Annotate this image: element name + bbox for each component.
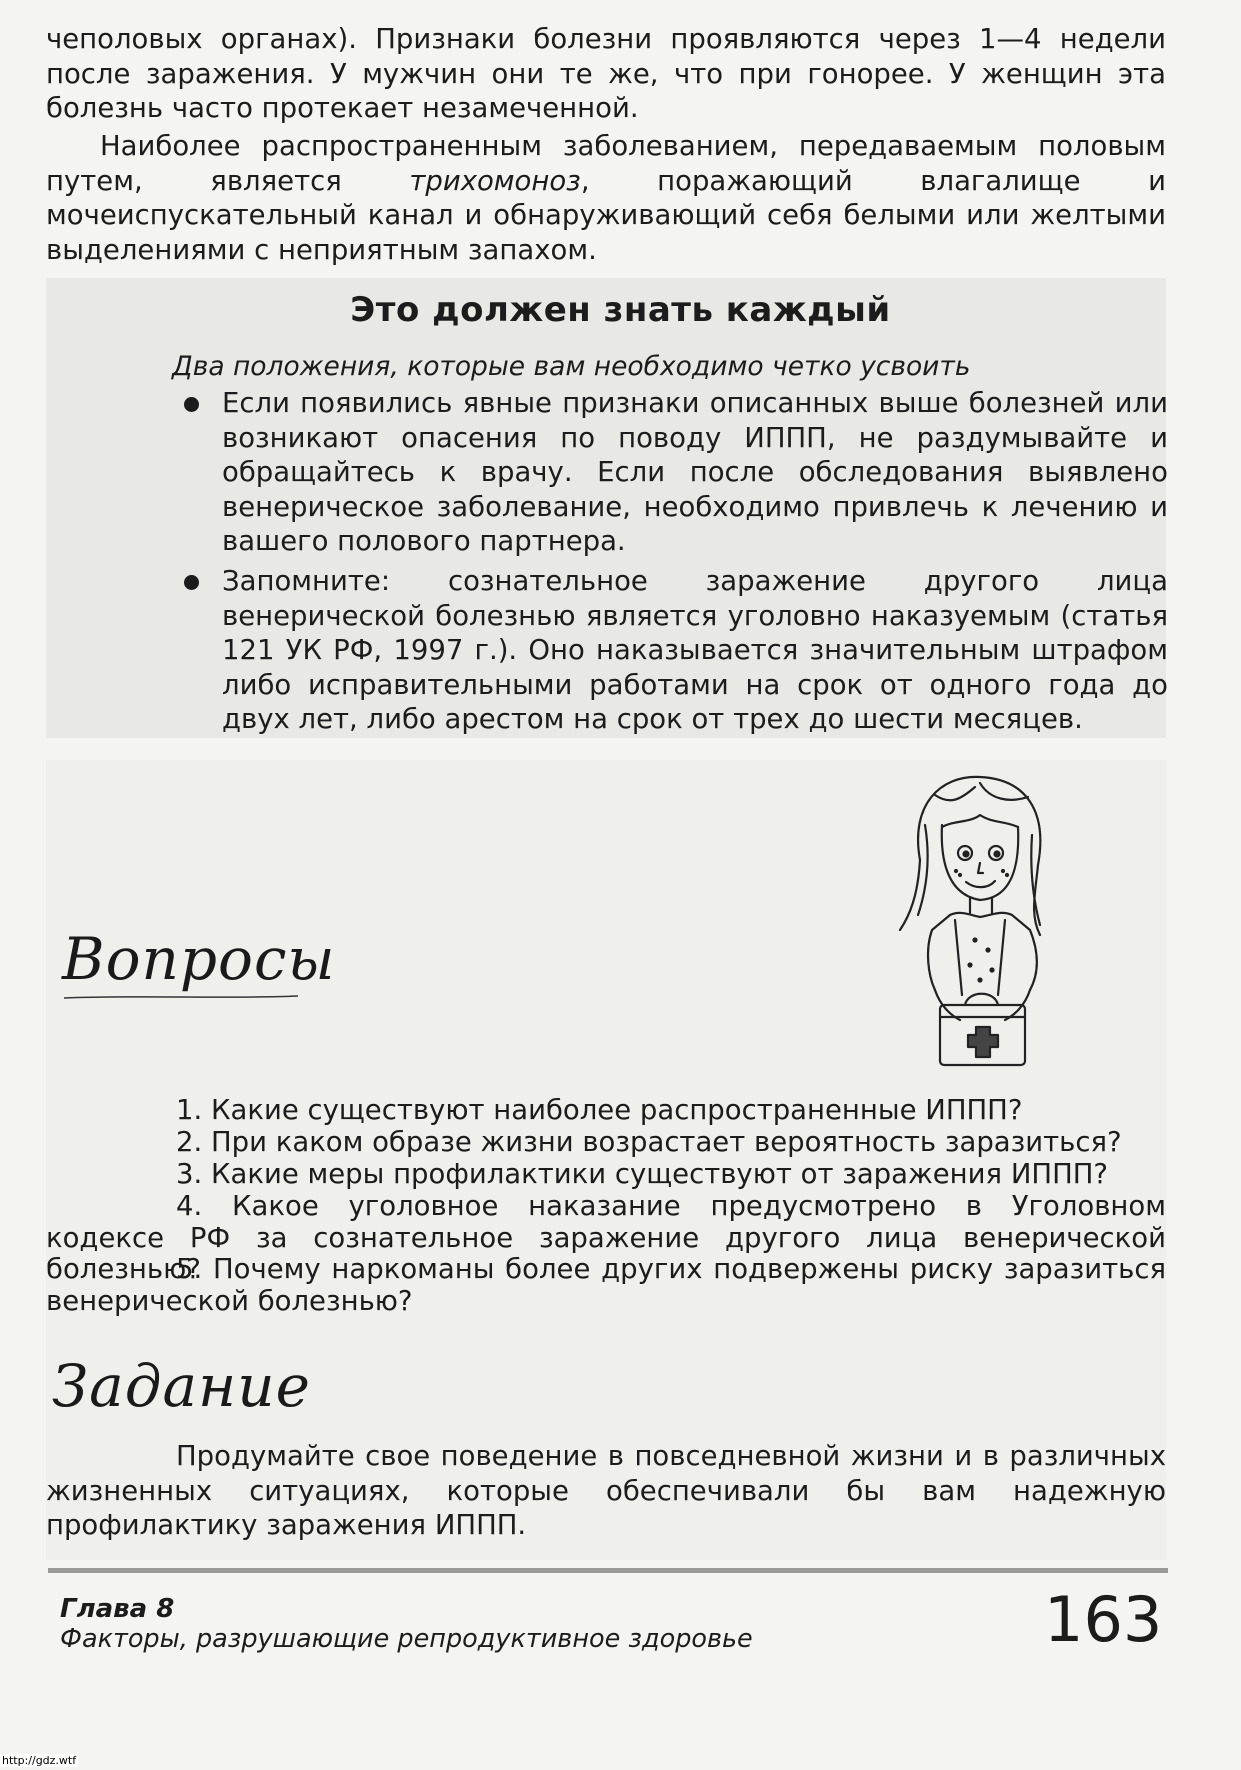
box-subtitle: Два положения, которые вам необходимо четко усвоить bbox=[172, 351, 971, 382]
watermark-url: http://gdz.wtf bbox=[2, 1754, 77, 1767]
question-2: 2. При каком образе жизни возрастает вероятность заразиться? bbox=[176, 1126, 1122, 1158]
footer-chapter-title: Факторы, разрушающие репродуктивное здоровье bbox=[60, 1624, 753, 1654]
questions-heading: Вопросы bbox=[62, 925, 336, 993]
task-heading: Задание bbox=[52, 1352, 311, 1420]
page-number: 163 bbox=[1044, 1583, 1163, 1656]
p2-term: трихомоноз bbox=[409, 164, 581, 197]
box-bullet-1 bbox=[222, 386, 1168, 559]
footer-rule bbox=[48, 1568, 1168, 1573]
girl-with-first-aid-kit-illustration bbox=[880, 765, 1080, 1075]
p2-before: Наиболее распространенным заболеванием, передаваемым половым путем, является bbox=[46, 130, 1166, 197]
question-1: 1. Какие существуют наиболее распространенные ИППП? bbox=[176, 1094, 1023, 1126]
bullet-text: Запомните: сознательное заражение другого лица венерической болезнью является уголовно наказуемым (статья 121 УК РФ, 1997 г.). Оно наказывается значительным штрафом либо исправительными работами на срок от одного года до двух лет, либо арестом на срок от трех до шести месяцев. bbox=[222, 565, 1168, 735]
box-title: Это должен знать каждый bbox=[350, 290, 891, 330]
intro-paragraph-2 bbox=[46, 129, 1166, 267]
questions-heading-underline bbox=[62, 992, 302, 1002]
question-3: 3. Какие меры профилактики существуют от заражения ИППП? bbox=[176, 1158, 1109, 1190]
bullet-text: Если появились явные признаки описанных выше болезней или возникают опасения по поводу ИППП, не раздумывайте и обращайтесь к врачу. Если после обследования выявлено венерическое заболевание, необходимо привлечь к лечению и вашего полового партнера. bbox=[222, 387, 1168, 557]
question-5: 5. Почему наркоманы более других подвержены риску заразиться венерической болезнью? bbox=[46, 1253, 1166, 1317]
bullet-dot-icon bbox=[184, 575, 199, 590]
question-4: 4. Какое уголовное наказание предусмотрено в Уголовном кодексе РФ за сознательное заражение другого лица венерической болезнью? bbox=[46, 1190, 1166, 1285]
bullet-dot-icon bbox=[184, 397, 199, 412]
box-bullet-2 bbox=[222, 564, 1168, 737]
p2-after: , поражающий влагалище и мочеиспускательный канал и обнаруживающий себя белыми или желтыми выделениями с неприятным запахом. bbox=[46, 164, 1166, 266]
footer-chapter: Глава 8 bbox=[60, 1594, 175, 1624]
intro-paragraph-1: чеполовых органах). Признаки болезни проявляются через 1—4 недели после заражения. У мужчин они те же, что при гонорее. У женщин эта болезнь часто протекает незамеченной. bbox=[46, 23, 1166, 124]
task-text: Продумайте свое поведение в повседневной жизни и в различных жизненных ситуациях, которые обеспечивали бы вам надежную профилактику заражения ИППП. bbox=[46, 1440, 1166, 1541]
